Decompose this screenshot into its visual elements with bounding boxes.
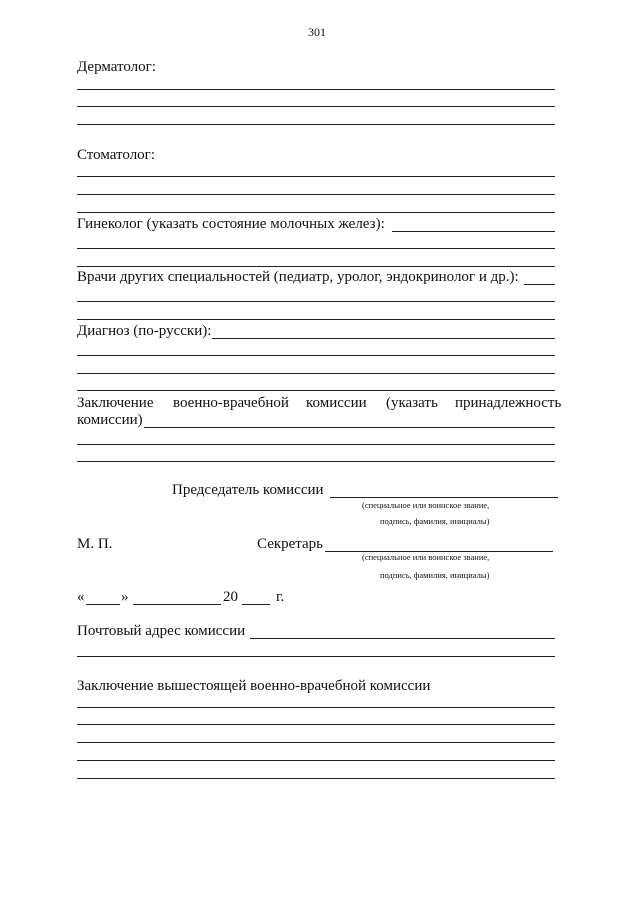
postal-address-label: Почтовый адрес комиссии — [77, 623, 246, 639]
conclusion-word-2: военно-врачебной — [173, 395, 289, 411]
date-year-suffix: г. — [276, 589, 285, 605]
date-open-quote: « — [77, 589, 85, 605]
dentist-label: Стоматолог: — [77, 147, 156, 163]
diagnosis-line-3[interactable] — [77, 390, 555, 391]
conclusion-line-1[interactable] — [77, 444, 555, 445]
gynecologist-label: Гинеколог (указать состояние молочных желез): — [77, 216, 385, 232]
conclusion-word-1: Заключение — [77, 395, 154, 411]
date-close-quote: » — [121, 589, 129, 605]
higher-conclusion-line-1[interactable] — [77, 707, 555, 708]
postal-address-line-1[interactable] — [77, 656, 555, 657]
secretary-label: Секретарь — [257, 536, 324, 552]
diagnosis-line-inline[interactable] — [212, 338, 555, 339]
higher-conclusion-line-2[interactable] — [77, 724, 555, 725]
higher-conclusion-line-5[interactable] — [77, 778, 555, 779]
other-doctors-line-2[interactable] — [77, 319, 555, 320]
gynecologist-line-2[interactable] — [77, 266, 555, 267]
diagnosis-label: Диагноз (по-русски): — [77, 323, 212, 339]
chairman-signature-line[interactable] — [330, 497, 558, 498]
dermatologist-line-2[interactable] — [77, 106, 555, 107]
higher-conclusion-line-4[interactable] — [77, 760, 555, 761]
other-doctors-line-inline[interactable] — [524, 284, 555, 285]
chairman-hint-2: подпись, фамилия, инициалы) — [380, 516, 490, 526]
dermatologist-label: Дерматолог: — [77, 59, 156, 75]
conclusion-word-4: (указать — [386, 395, 438, 411]
dentist-line-2[interactable] — [77, 194, 555, 195]
conclusion-line-inline[interactable] — [144, 427, 555, 428]
secretary-hint-2: подпись, фамилия, инициалы) — [380, 570, 490, 580]
chairman-hint-1: (специальное или воинское звание, — [362, 500, 490, 510]
seal-label: М. П. — [77, 536, 113, 552]
conclusion-line2-label: комиссии) — [77, 412, 143, 428]
conclusion-line-2[interactable] — [77, 461, 555, 462]
other-doctors-line-1[interactable] — [77, 301, 555, 302]
gynecologist-line-inline[interactable] — [392, 231, 555, 232]
higher-conclusion-line-3[interactable] — [77, 742, 555, 743]
diagnosis-line-2[interactable] — [77, 373, 555, 374]
conclusion-word-3: комиссии — [306, 395, 367, 411]
date-year-line[interactable] — [242, 604, 270, 605]
page-number: 301 — [308, 25, 326, 39]
gynecologist-line-1[interactable] — [77, 248, 555, 249]
dermatologist-line-3[interactable] — [77, 124, 555, 125]
postal-address-line-inline[interactable] — [250, 638, 555, 639]
secretary-hint-1: (специальное или воинское звание, — [362, 552, 490, 562]
date-month-line[interactable] — [133, 604, 221, 605]
chairman-label: Председатель комиссии — [172, 482, 324, 498]
date-year-prefix: 20 — [223, 589, 238, 605]
dentist-line-1[interactable] — [77, 176, 555, 177]
date-day-line[interactable] — [86, 604, 120, 605]
other-doctors-label: Врачи других специальностей (педиатр, уролог, эндокринолог и др.): — [77, 269, 519, 285]
dermatologist-line-1[interactable] — [77, 89, 555, 90]
higher-conclusion-label: Заключение вышестоящей военно-врачебной комиссии — [77, 678, 431, 694]
diagnosis-line-1[interactable] — [77, 355, 555, 356]
dentist-line-3[interactable] — [77, 212, 555, 213]
conclusion-word-5: принадлежность — [455, 395, 562, 411]
